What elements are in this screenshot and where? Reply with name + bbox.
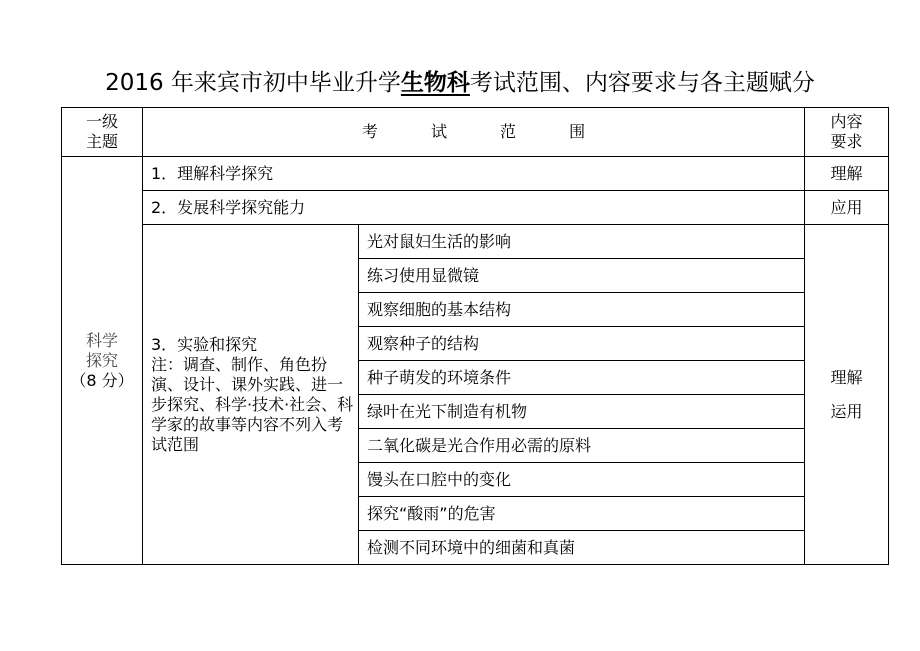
header-requirement-line1: 内容 [830, 112, 863, 131]
header-scope-text: 考 试 范 围 [361, 122, 610, 141]
section3-cell [143, 225, 359, 565]
header-level1 [62, 108, 143, 157]
title-part1: 2016 年来宾市初中毕业升学 [105, 70, 401, 96]
experiment-item: 观察细胞的基本结构 [359, 293, 805, 327]
table-row [62, 225, 889, 259]
syllabus-table [61, 107, 889, 565]
row-requirement: 理解 [805, 157, 889, 191]
experiment-item: 二氧化碳是光合作用必需的原料 [359, 429, 805, 463]
section3-heading: 3．实验和探究 [151, 334, 258, 354]
experiment-item: 练习使用显微镜 [359, 259, 805, 293]
header-requirement-line2: 要求 [830, 132, 863, 151]
header-row [62, 108, 889, 157]
header-scope [143, 108, 805, 157]
section3-requirement [805, 225, 889, 565]
theme-score: （8 分） [70, 370, 134, 390]
experiment-item: 光对鼠妇生活的影响 [359, 225, 805, 259]
theme-cell [62, 157, 143, 565]
experiment-item: 绿叶在光下制造有机物 [359, 395, 805, 429]
title-emphasis: 生物科 [400, 70, 470, 96]
page-title [0, 68, 920, 98]
table-row [62, 191, 889, 225]
experiment-item: 种子萌发的环境条件 [359, 361, 805, 395]
section3-requirement-line1: 理解 [830, 367, 863, 387]
theme-line2: 探究 [85, 350, 118, 370]
experiment-item: 观察种子的结构 [359, 327, 805, 361]
header-level1-line1: 一级 [85, 112, 118, 131]
header-level1-line2: 主题 [85, 132, 118, 151]
row-requirement: 应用 [805, 191, 889, 225]
theme-line1: 科学 [85, 330, 118, 350]
title-part2: 考试范围、内容要求与各主题赋分 [469, 70, 815, 96]
experiment-item: 馒头在口腔中的变化 [359, 463, 805, 497]
experiment-item: 探究“酸雨”的危害 [359, 497, 805, 531]
row-label: 1．理解科学探究 [143, 157, 805, 191]
header-requirement [805, 108, 889, 157]
table-row [62, 157, 889, 191]
section3-requirement-line2: 运用 [830, 401, 863, 421]
section3-note: 注：调查、制作、角色扮演、设计、课外实践、进一步探究、科学·技术·社会、科学家的故事等内容不列入考试范围 [151, 354, 354, 454]
row-label: 2．发展科学探究能力 [143, 191, 805, 225]
experiment-item: 检测不同环境中的细菌和真菌 [359, 531, 805, 565]
